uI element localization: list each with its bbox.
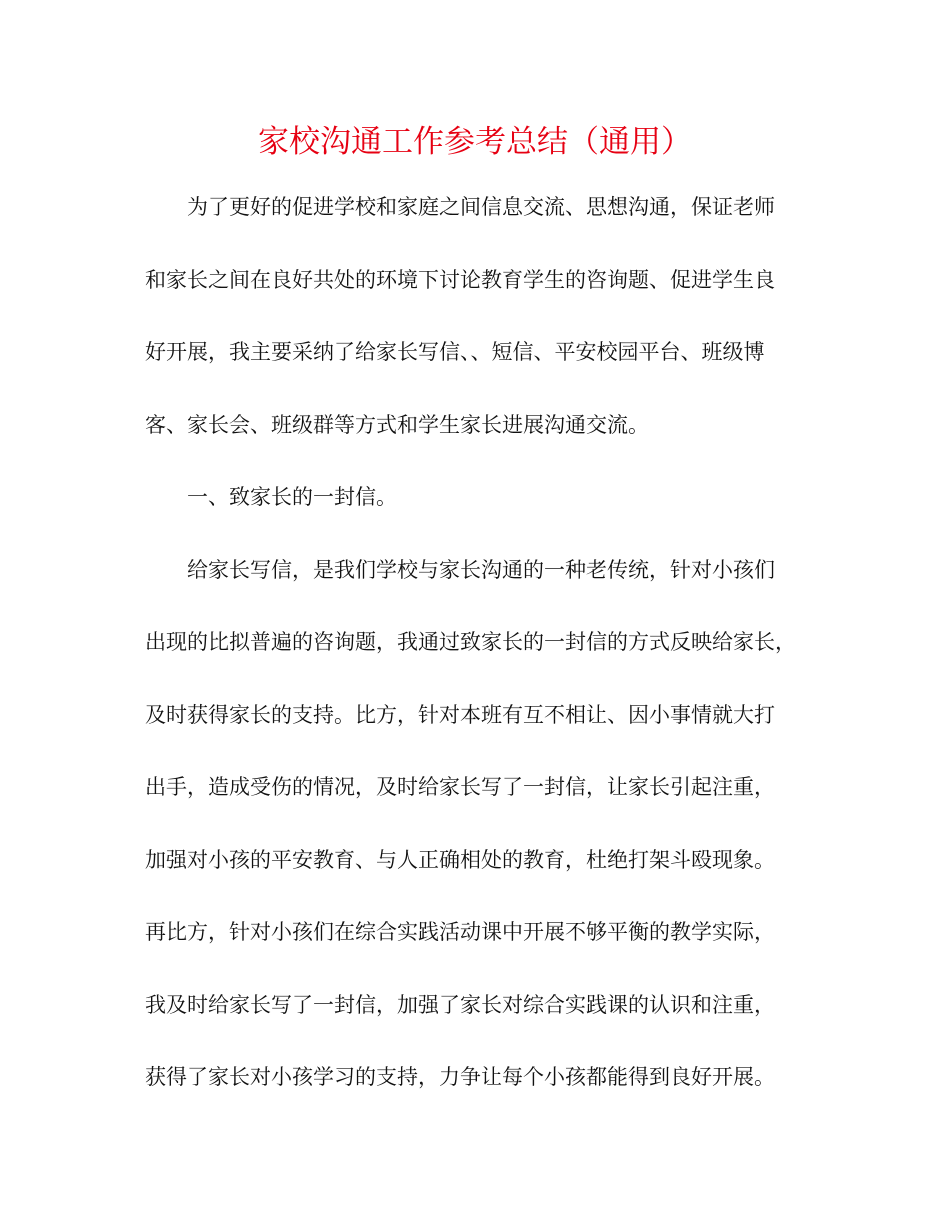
paragraph-line: 客、家长会、班级群等方式和学生家长进展沟通交流。 <box>145 412 649 437</box>
document-body <box>145 171 815 1114</box>
paragraph-line: 及时获得家长的支持。比方，针对本班有互不相让、因小事情就大打 <box>145 702 775 727</box>
paragraph-line: 加强对小孩的平安教育、与人正确相处的教育，杜绝打架斗殴现象。 <box>145 847 775 872</box>
paragraph-line: 好开展，我主要采纳了给家长写信、、短信、平安校园平台、班级博 <box>145 340 765 364</box>
paragraph-line: 再比方，针对小孩们在综合实践活动课中开展不够平衡的教学实际， <box>145 920 775 944</box>
paragraph-line: 给家长写信，是我们学校与家长沟通的一种老传统，针对小孩们 <box>187 557 775 582</box>
document-title: 家校沟通工作参考总结（通用） <box>258 124 692 160</box>
paragraph-line: 出现的比拟普遍的咨询题，我通过致家长的一封信的方式反映给家长， <box>145 630 796 654</box>
paragraph-line: 出手，造成受伤的情况，及时给家长写了一封信，让家长引起注重， <box>145 775 775 799</box>
paragraph-line: 我及时给家长写了一封信，加强了家长对综合实践课的认识和注重， <box>145 992 775 1017</box>
paragraph-line: 为了更好的促进学校和家庭之间信息交流、思想沟通，保证老师 <box>187 195 775 219</box>
paragraph-line: 获得了家长对小孩学习的支持，力争让每个小孩都能得到良好开展。 <box>145 1065 775 1089</box>
paragraph-line: 和家长之间在良好共处的环境下讨论教育学生的咨询题、促进学生良 <box>145 267 775 292</box>
section-heading: 一、致家长的一封信。 <box>187 485 397 509</box>
